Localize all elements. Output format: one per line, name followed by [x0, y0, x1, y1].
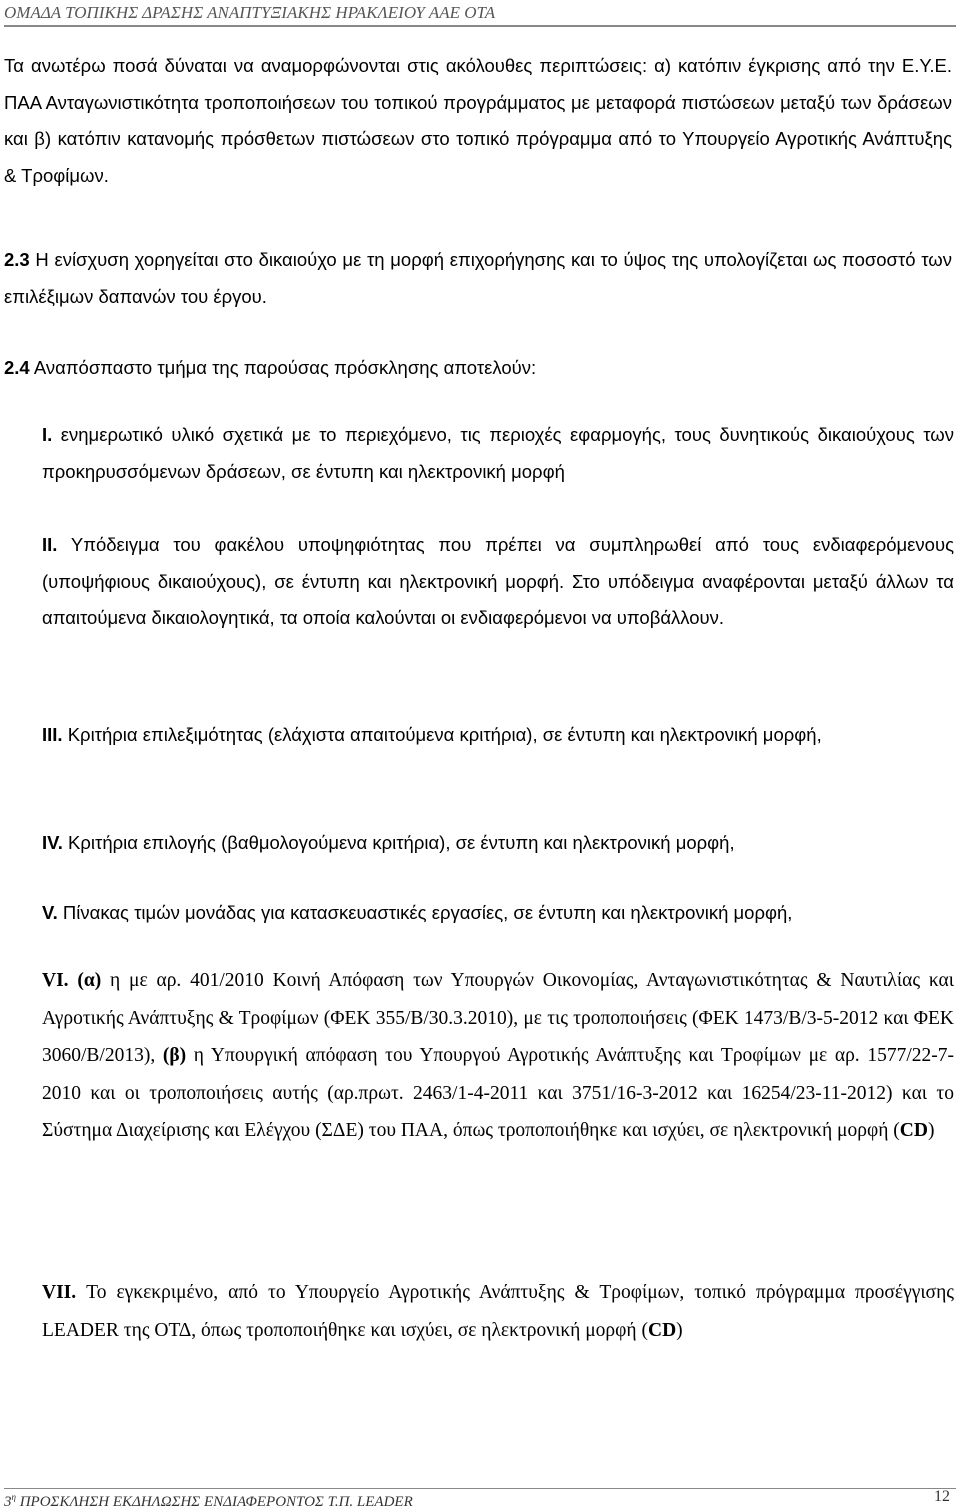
list-item-label: Ι.: [42, 424, 53, 445]
list-item-label: VI.: [42, 970, 69, 991]
list-item-vi: [42, 962, 954, 1150]
sub-label-a: (α): [77, 970, 102, 991]
closing-paren: ): [676, 1319, 683, 1341]
list-item-label: ΙΙΙ.: [42, 724, 63, 745]
list-item-label: IV.: [42, 832, 63, 853]
cd-label: CD: [648, 1319, 677, 1341]
intro-paragraph: Τα ανωτέρω ποσά δύναται να αναμορφώνονται στις ακόλουθες περιπτώσεις: α) κατόπιν έγκρισης από την Ε.Υ.Ε. ΠΑΑ Ανταγωνιστικότητα τροποποιήσεων του τοπικού προγράμματος με μεταφορά πιστώσεων μεταξύ των δράσεων και β) κατόπιν κατανομής πρόσθετων πιστώσεων στο τοπικό πρόγραμμα από το Υπουργείο Αγροτικής Ανάπτυξης & Τροφίμων.: [4, 55, 952, 186]
list-item-label: VII.: [42, 1282, 77, 1303]
section-2-3-paragraph: [4, 242, 952, 315]
section-2-4-paragraph: [4, 350, 952, 387]
list-item-ii: [42, 527, 954, 637]
footer-superscript: η: [11, 1492, 16, 1502]
list-item-text: Υπόδειγμα του φακέλου υποψηφιότητας που πρέπει να συμπληρωθεί από τους ενδιαφερόμενους (υποψήφιους δικαιούχους), σε έντυπη και ηλεκτρονική μορφή. Στο υπόδειγμα αναφέρονται μεταξύ άλλων τα απαιτούμενα δικαιολογητικά, τα οποία καλούνται οι ενδιαφερόμενοι να υποβάλλουν.: [42, 534, 954, 628]
cd-label: CD: [899, 1120, 928, 1141]
sub-label-b: (β): [162, 1045, 187, 1066]
footer-text: ΠΡΟΣΚΛΗΣΗ ΕΚΔΗΛΩΣΗΣ ΕΝΔΙΑΦΕΡΟΝΤΟΣ Τ.Π. LEADER: [15, 1494, 413, 1510]
closing-paren: ): [927, 1120, 935, 1141]
page-number: 12: [934, 1488, 950, 1505]
section-number: 2.3: [4, 249, 30, 270]
list-item-iii: [42, 717, 954, 754]
footer-number: 3: [4, 1494, 12, 1510]
section-text: Η ενίσχυση χορηγείται στο δικαιούχο με τη μορφή επιχορήγησης και το ύψος της υπολογίζεται ως ποσοστό των επιλέξιμων δαπανών του έργου.: [4, 249, 952, 307]
footer-title: [4, 1492, 413, 1511]
list-item-text: Το εγκεκριμένο, από το Υπουργείο Αγροτικής Ανάπτυξης & Τροφίμων, τοπικό πρόγραμμα προσέγγισης LEADER της ΟΤΔ, όπως τροποποιήθηκε και ισχύει, σε ηλεκτρονική μορφή (: [42, 1282, 954, 1341]
list-item-iv: [42, 825, 954, 862]
list-item-text-part1: η με αρ. 401/2010 Κοινή Απόφαση των Υπουργών Οικονομίας, Ανταγωνιστικότητας & Ναυτιλίας και Αγροτικής Ανάπτυξης & Τροφίμων (ΦΕΚ 355/Β/30.3.2010), με τις τροποποιήσεις (ΦΕΚ 1473/Β/3-5-2012 και ΦΕΚ 3060/Β/2013),: [42, 970, 954, 1066]
list-item-vii: [42, 1274, 954, 1349]
list-item-i: [42, 417, 954, 490]
footer-divider: [4, 1488, 956, 1489]
list-item-text: Κριτήρια επιλογής (βαθμολογούμενα κριτήρια), σε έντυπη και ηλεκτρονική μορφή,: [62, 832, 735, 853]
list-item-text: Κριτήρια επιλεξιμότητας (ελάχιστα απαιτούμενα κριτήρια), σε έντυπη και ηλεκτρονική μορφή,: [62, 724, 822, 745]
list-item-v: [42, 895, 954, 932]
list-item-text: Πίνακας τιμών μονάδας για κατασκευαστικές εργασίες, σε έντυπη και ηλεκτρονική μορφή,: [57, 902, 793, 923]
document-header: ΟΜΑΔΑ ΤΟΠΙΚΗΣ ΔΡΑΣΗΣ ΑΝΑΠΤΥΞΙΑΚΗΣ ΗΡΑΚΛΕΙΟΥ ΑΑΕ ΟΤΑ: [4, 2, 956, 27]
list-item-label: ΙΙ.: [42, 534, 58, 555]
list-item-text: ενημερωτικό υλικό σχετικά με το περιεχόμενο, τις περιοχές εφαρμογής, τους δυνητικούς δικαιούχους των προκηρυσσόμενων δράσεων, σε έντυπη και ηλεκτρονική μορφή: [42, 424, 954, 482]
section-text: Αναπόσπαστο τμήμα της παρούσας πρόσκλησης αποτελούν:: [29, 357, 537, 378]
list-item-text-part2: η Υπουργική απόφαση του Υπουργού Αγροτικής Ανάπτυξης και Τροφίμων με αρ. 1577/22-7-2010 και οι τροποποιήσεις αυτής (αρ.πρωτ. 2463/1-4-2011 και 3751/16-3-2012 και 16254/23-11-2012) και το Σύστημα Διαχείρισης και Ελέγχου (ΣΔΕ) του ΠΑΑ, όπως τροποποιήθηκε και ισχύει, σε ηλεκτρονική μορφή (: [42, 1045, 954, 1141]
list-item-label: V.: [42, 902, 58, 923]
section-number: 2.4: [4, 357, 30, 378]
